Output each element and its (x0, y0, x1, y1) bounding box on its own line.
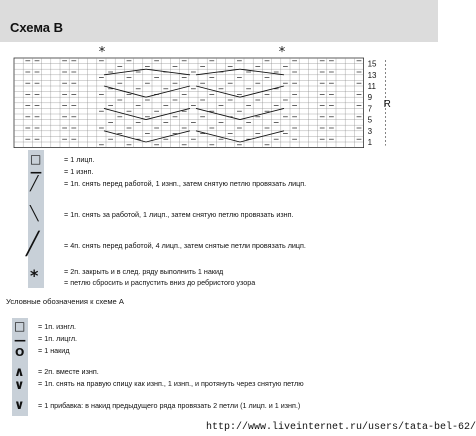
header-band (0, 0, 438, 42)
legend-b-text-1: = 1 лицп. (64, 155, 95, 164)
source-url: http://www.liveinternet.ru/users/tata-bel-62/ (206, 422, 476, 433)
empty-square-icon: □ (30, 152, 42, 166)
row-number: 15 (367, 59, 377, 69)
row-number: 1 (367, 138, 373, 147)
rapport-label: R (383, 98, 391, 110)
k2tog-icon: ∧ (14, 365, 25, 380)
chart-title: Схема В (10, 20, 64, 35)
row-number: 13 (367, 70, 377, 80)
legend-a-text-2: = 1п. лицгл. (38, 334, 78, 343)
increase-icon: ∨ (14, 398, 25, 413)
row-number: 11 (367, 82, 376, 91)
legend-a-text-5: = 1п. снять на правую спицу как изнп., 1 изнп., и протянуть через снятую петлю (38, 379, 304, 388)
knitting-chart (0, 42, 438, 150)
yarn-over-icon: O (15, 346, 25, 359)
star-marker: * (278, 45, 286, 60)
row-number: 3 (367, 126, 373, 136)
legend-b-text-7: = петлю сбросить и распустить вниз до ребристого узора (64, 278, 256, 287)
legend-a-text-3: = 1 накид (38, 346, 70, 355)
legend-b-text-5: = 4п. снять перед работой, 4 лицп., затем снятые петли провязать лицп. (64, 241, 306, 250)
row-number: 9 (367, 93, 373, 103)
star-icon: * (30, 266, 39, 285)
legend-a-text-1: = 1п. изнгл. (38, 322, 77, 331)
legend-b-text-4: = 1п. снять за работой, 1 лицп., затем снятую петлю провязать изнп. (64, 210, 294, 219)
legend-b-text-3: = 1п. снять перед работой, 1 изнп., затем снятую петлю провязать лицп. (64, 179, 307, 188)
star-marker: * (98, 45, 106, 60)
dash-icon: — (14, 333, 26, 347)
slash-1x1-icon: ╱ (30, 176, 39, 192)
row-number: 7 (367, 104, 373, 114)
legend-a-text-4: = 2п. вместе изнп. (38, 367, 99, 376)
slash-4x1-icon: ╱ (26, 232, 40, 257)
chart-grid (0, 42, 438, 150)
row-number: 5 (367, 115, 373, 125)
backslash-1x1-icon: ╲ (30, 206, 39, 222)
slip-pass-icon: ∨ (14, 378, 25, 393)
legend-a-text-6: = 1 прибавка: в накид предыдущего ряда провязать 2 петли (1 лицп. и 1 изнп.) (38, 401, 301, 410)
dash-icon: — (30, 165, 42, 179)
legend-a-heading: Условные обозначения к схеме А (6, 297, 124, 306)
empty-square-icon: □ (14, 319, 26, 333)
legend-b-text-2: = 1 изнп. (64, 167, 94, 176)
legend-b-text-6: = 2п. закрыть и в след. ряду выполнить 1 накид (64, 267, 224, 276)
